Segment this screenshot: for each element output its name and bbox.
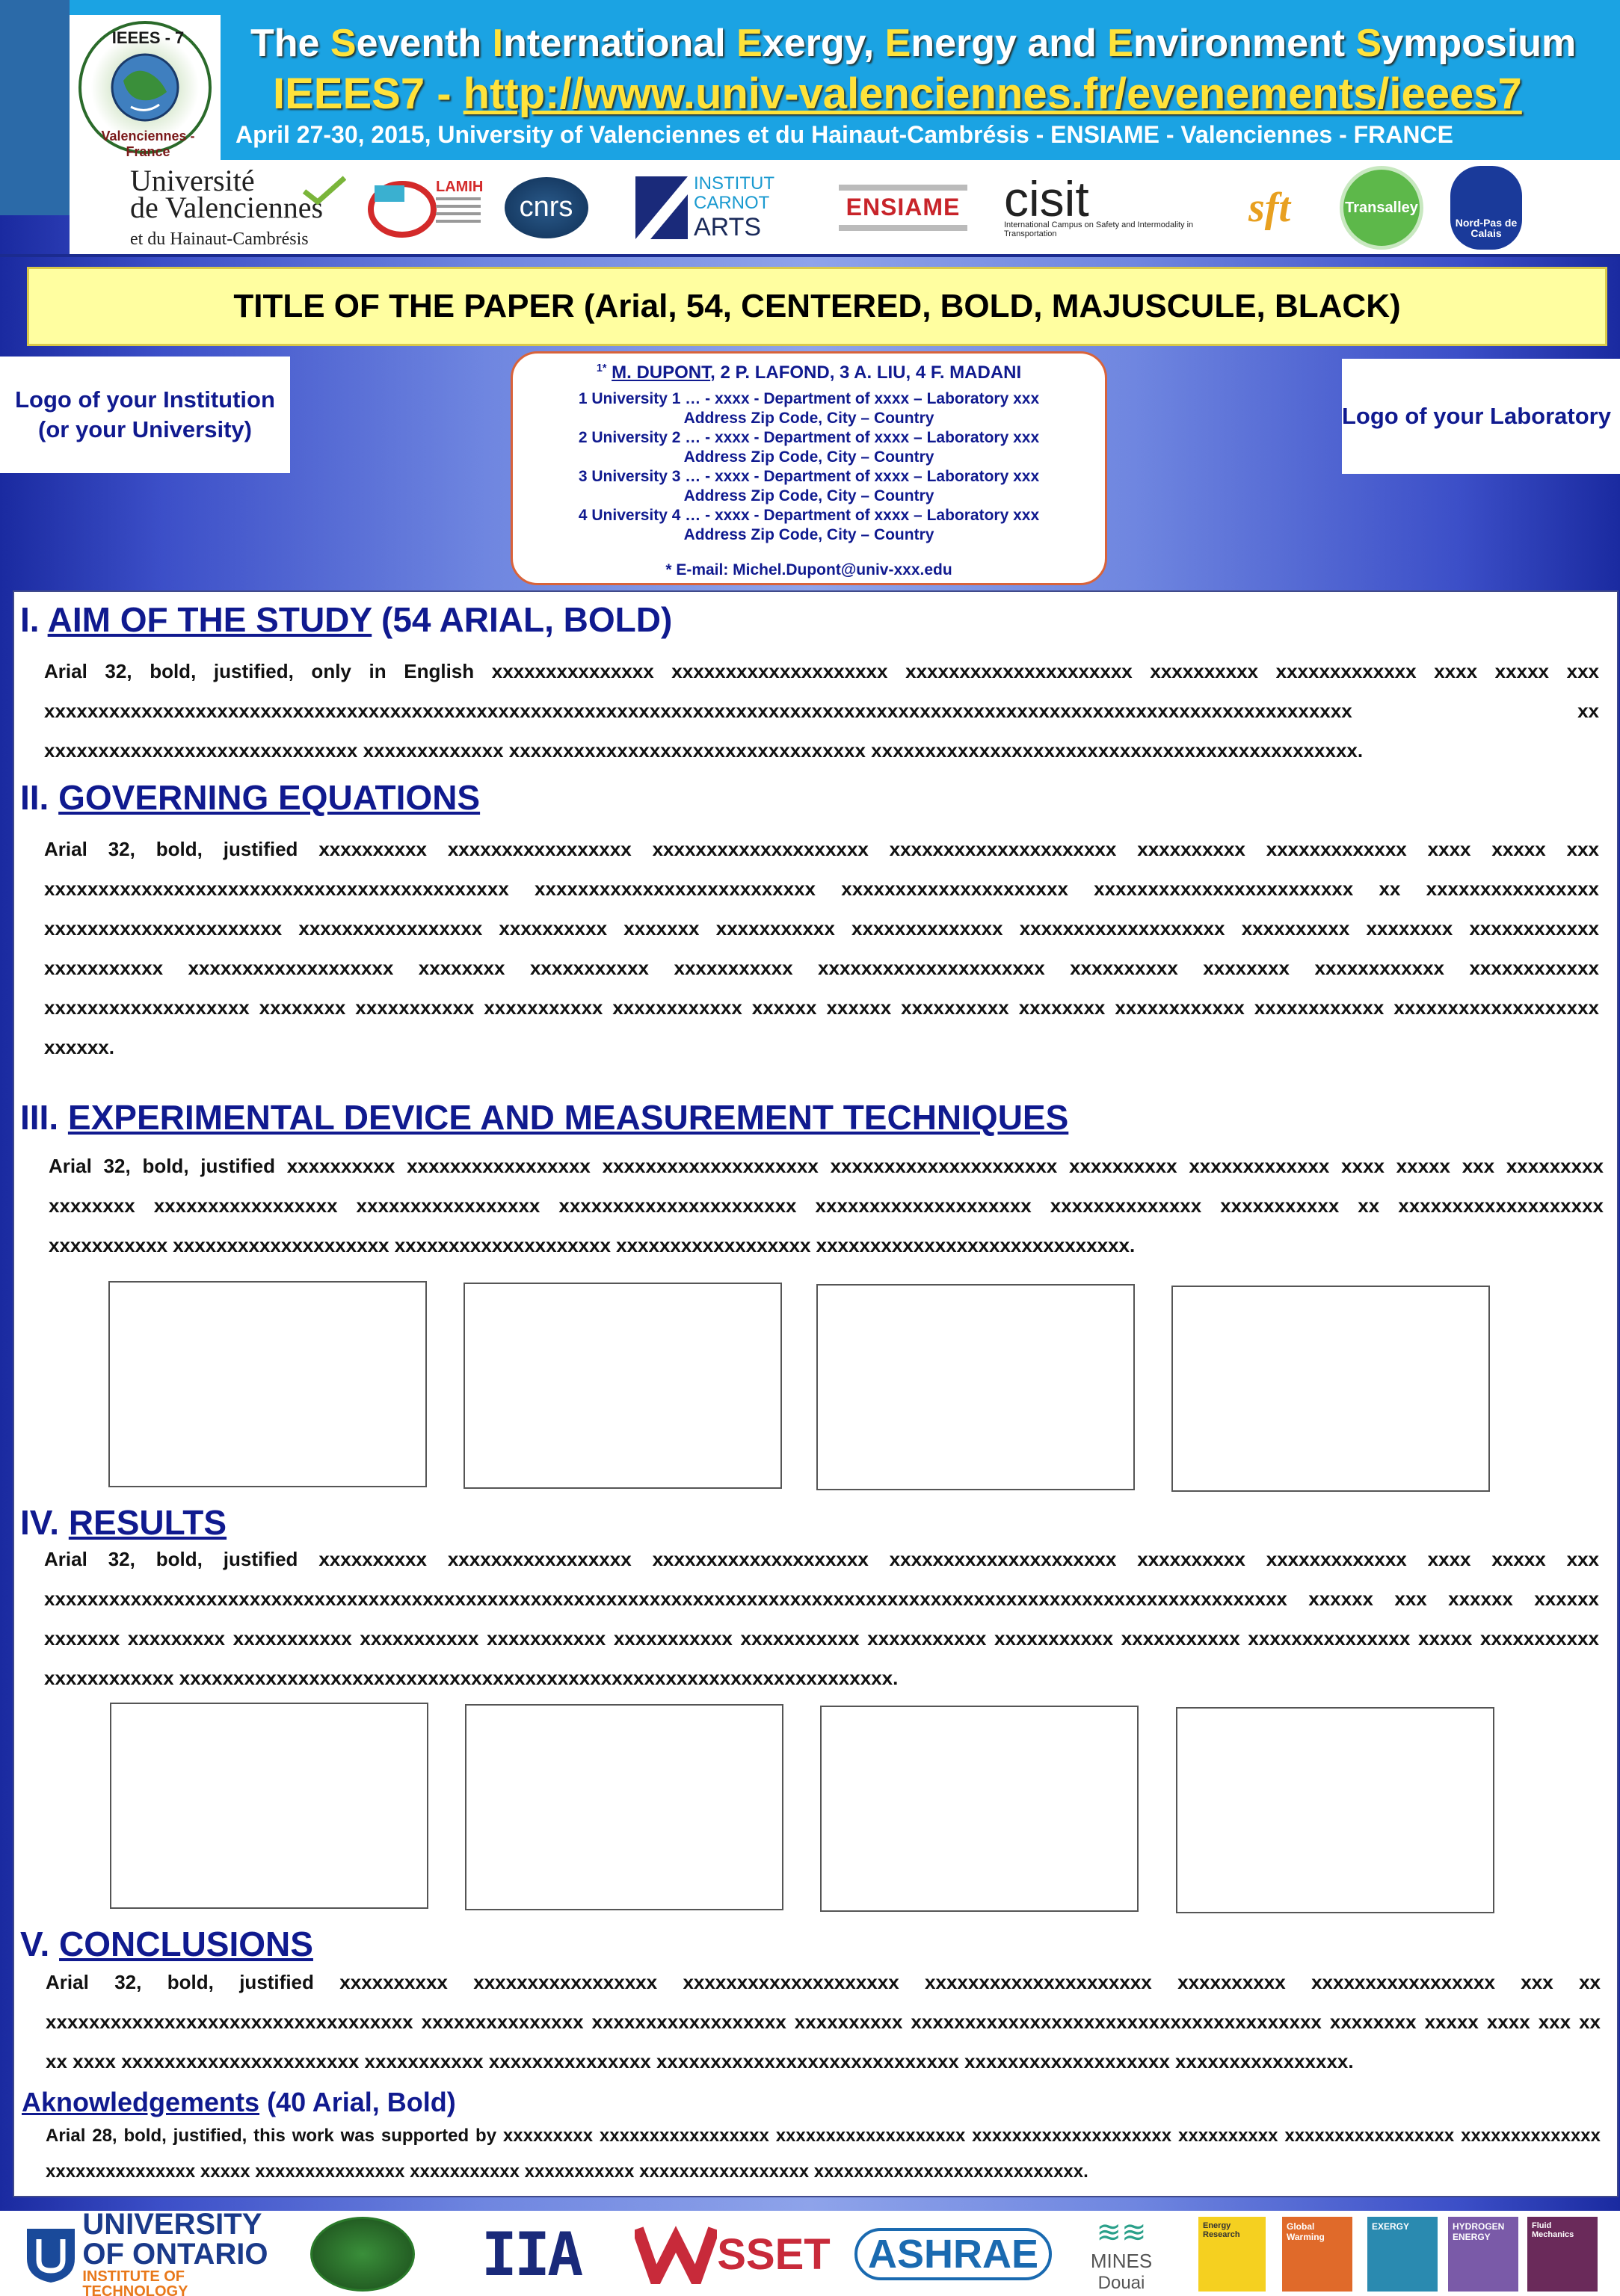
affiliation-2 [513, 428, 1105, 467]
section-title: EXPERIMENTAL DEVICE AND MEASUREMENT TECHNIQUES [67, 1098, 1069, 1137]
date-location-line: April 27-30, 2015, University of Valenciennes et du Hainaut-Cambrésis - ENSIAME - Valenciennes - FRANCE [235, 121, 1453, 148]
acronym: IEEES7 [273, 70, 425, 118]
affiliation-1-line1: 1 University 1 … - xxxx - Department of xxxx – Laboratory xxx [578, 390, 1040, 407]
section-aim-body: Arial 32, bold, justified, only in English xxxxxxxxxxxxxxx xxxxxxxxxxxxxxxxxxxx xxxxxxxxxxxxxxxxxxxxx xxxxxxxxxx xxxxxxxxxxxxx xxxx xxxxx xxx xxxxxxxxxxxxxxxxxxxxxxxxxxxxxxxxxxxxxxxxxxxxxxxxxxxxxxxxxxxxxxxxxxxxxxxxxxxxxxxxxxxxxxxxxxxxxxxxxxxxxxxxxxxxxxxxxxxxxxxxx xx xxxxxxxxxxxxxxxxxxxxxxxxxxxxx xxxxxxxxxxxxx xxxxxxxxxxxxxxxxxxxxxxxxxxxxxxxxx xxxxxxxxxxxxxxxxxxxxxxxxxxxxxxxxxxxxxxxxxxxxx. [44, 660, 1599, 762]
transalley-logo: Transalley [1333, 170, 1430, 245]
institution-logo-label: Logo of your Institution (or your University) [15, 386, 275, 442]
section-results-body: Arial 32, bold, justified xxxxxxxxxx xxxxxxxxxxxxxxxxx xxxxxxxxxxxxxxxxxxxx xxxxxxxxxxxxxxxxxxxxx xxxxxxxxxx xxxxxxxxxxxxx xxxx xxxxx xxx xxxxxxxxxxxxxxxxxxxxxxxxxxxxxxxxxxxxxxxxxxxxxxxxxxxxxxxxxxxxxxxxxxxxxxxxxxxxxxxxxxxxxxxxxxxxxxxxxxxxxxxxxxxxxxxxxxx xxxxxx xxx xxxxxx xxxxxx xxxxxxx xxxxxxxxx xxxxxxxxxxx xxxxxxxxxxx xxxxxxxxxxx xxxxxxxxxxx xxxxxxxxxxx xxxxxxxxxxx xxxxxxxxxxx xxxxxxxxxxx xxxxxxxxxxxxxxx xxxxx xxxxxxxxxxx xxxxxxxxxxxx xxxxxxxxxxxxxxxxxxxxxxxxxxxxxxxxxxxxxxxxxxxxxxxxxxxxxxxxxxxxxxxxxx. [44, 1548, 1599, 1689]
figure-placeholder [108, 1281, 427, 1487]
section-experimental-heading [20, 1097, 1068, 1138]
uoit-logo: UNIVERSITY OF ONTARIO INSTITUTE OF TECHNOLOGY [22, 2217, 284, 2292]
highlighted-initial: E [736, 22, 763, 65]
header-divider [0, 254, 1620, 257]
affiliation-2-line1: 2 University 2 … - xxxx - Department of xxxx – Laboratory xxx [578, 429, 1040, 446]
cnrs-logo: cnrs [499, 170, 593, 245]
figure-placeholder [816, 1284, 1135, 1490]
wsset-w-icon [635, 2224, 717, 2284]
figure-placeholder [820, 1706, 1139, 1912]
lamih-logo [361, 170, 488, 245]
title-fragment: nergy and [911, 22, 1108, 65]
lead-author: M. DUPONT [612, 362, 711, 383]
symposium-name [250, 21, 1576, 66]
contact-email[interactable]: * E-mail: Michel.Dupont@univ-xxx.edu [665, 561, 952, 578]
highlighted-initial: E [1107, 22, 1133, 65]
section-suffix: (54 ARIAL, BOLD) [372, 600, 673, 639]
conference-seal [78, 21, 212, 159]
affiliation-2-line2: Address Zip Code, City – Country [683, 448, 934, 466]
highlighted-initial: E [884, 22, 911, 65]
acknowledgements-suffix: (40 Arial, Bold) [259, 2087, 456, 2117]
section-results-heading [20, 1502, 227, 1543]
iia-logo: IIA [481, 2219, 581, 2289]
seal-bottom-text: Valenciennes - France [101, 129, 195, 159]
section-title: RESULTS [68, 1503, 227, 1542]
uoit-shield-icon [22, 2224, 76, 2284]
cisit-logo: cisit International Campus on Safety and Intermodality in Transportation [1004, 170, 1194, 238]
section-title: AIM OF THE STUDY [47, 600, 372, 639]
figure-placeholder [1171, 1286, 1490, 1492]
nord-pas-de-calais-logo: Nord-Pas de Calais [1445, 170, 1527, 245]
ashrae-logo: ASHRAE [867, 2217, 1039, 2292]
affiliation-4 [513, 506, 1105, 545]
acronym-url-line [273, 69, 1522, 119]
author-block [511, 351, 1107, 585]
journal-exergy: EXERGY [1365, 2217, 1440, 2292]
section-conclusions-body: Arial 32, bold, justified xxxxxxxxxx xxxxxxxxxxxxxxxxx xxxxxxxxxxxxxxxxxxxx xxxxxxxxxxxxxxxxxxxxx xxxxxxxxxx xxxxxxxxxxxxxxxxx xxx xx xxxxxxxxxxxxxxxxxxxxxxxxxxxxxxxxxx xxxxxxxxxxxxxxx xxxxxxxxxxxxxxxxxx xxxxxxxxxx xxxxxxxxxxxxxxxxxxxxxxxxxxxxxxxxxxxxxx xxxxxxxx xxxxx xxxx xxx xx xx xxxx xxxxxxxxxxxxxxxxxxxxxx xxxxxxxxxxx xxxxxxxxxxxxxxx xxxxxxxxxxxxxxxxxxxxxxxxxxxx xxxxxxxxxxxxxxxxxxx xxxxxxxxxxxxxxxx. [46, 1971, 1601, 2073]
figure-placeholder [110, 1703, 428, 1909]
highlighted-initial: I [492, 22, 504, 65]
journal-fluid-mechanics: Fluid Mechanics [1525, 2217, 1600, 2292]
laboratory-logo-placeholder [1342, 359, 1620, 474]
title-fragment: The [250, 22, 330, 65]
title-fragment: nvironment [1133, 22, 1356, 65]
affiliation-1-line2: Address Zip Code, City – Country [683, 410, 934, 427]
title-fragment: ymposium [1382, 22, 1577, 65]
figure-placeholder [463, 1283, 782, 1489]
section-title: GOVERNING EQUATIONS [58, 778, 481, 817]
section-equations-body: Arial 32, bold, justified xxxxxxxxxx xxxxxxxxxxxxxxxxx xxxxxxxxxxxxxxxxxxxx xxxxxxxxxxxxxxxxxxxxx xxxxxxxxxx xxxxxxxxxxxxx xxxx xxxxx xxx xxxxxxxxxxxxxxxxxxxxxxxxxxxxxxxxxxxxxxxxxxx xxxxxxxxxxxxxxxxxxxxxxxxxx xxxxxxxxxxxxxxxxxxxxx xxxxxxxxxxxxxxxxxxxxxxxx xx xxxxxxxxxxxxxxxx xxxxxxxxxxxxxxxxxxxxxx xxxxxxxxxxxxxxxxx xxxxxxxxxx xxxxxxx xxxxxxxxxxx xxxxxxxxxxxxxx xxxxxxxxxxxxxxxxxxx xxxxxxxxxx xxxxxxxx xxxxxxxxxxxx xxxxxxxxxxx xxxxxxxxxxxxxxxxxxx xxxxxxxx xxxxxxxxxxx xxxxxxxxxxx xxxxxxxxxxxxxxxxxxxxx xxxxxxxxxx xxxxxxxx xxxxxxxxxxxx xxxxxxxxxxxx xxxxxxxxxxxxxxxxxxx xxxxxxxx xxxxxxxxxxx xxxxxxxxxxx xxxxxxxxxxxx xxxxxx xxxxxx xxxxxxxxxx xxxxxxxx xxxxxxxxxxxx xxxxxxxxxxxx xxxxxxxxxxxxxxxxxxx xxxxxx. [44, 838, 1599, 1058]
wsset-logo: SSET [620, 2217, 845, 2292]
sft-logo: sft [1248, 184, 1290, 231]
affiliation-4-line1: 4 University 4 … - xxxx - Department of xxxx – Laboratory xxx [578, 507, 1040, 524]
section-aim-heading [20, 599, 672, 640]
section-number: IV. [20, 1503, 69, 1542]
conference-logo [70, 15, 221, 160]
author-list [513, 362, 1105, 383]
affiliation-3-line2: Address Zip Code, City – Country [683, 487, 934, 504]
co-authors: , 2 P. LAFOND, 3 A. LIU, 4 F. MADANI [710, 362, 1022, 383]
ensiame-logo: ENSIAME [832, 170, 974, 245]
checkmark-icon [301, 175, 346, 205]
figure-placeholder [1176, 1707, 1494, 1913]
poster-body [13, 590, 1619, 2197]
lead-author-marker: 1* [596, 362, 607, 374]
seal-top-text: IEEES - 7 [111, 28, 185, 47]
institution-logo-placeholder [0, 357, 290, 473]
paper-title: TITLE OF THE PAPER (Arial, 54, CENTERED, BOLD, MAJUSCULE, BLACK) [27, 267, 1607, 346]
globe-logo [307, 2217, 419, 2292]
affiliation-3-line1: 3 University 3 … - xxxx - Department of xxxx – Laboratory xxx [578, 468, 1040, 485]
section-number: I. [20, 600, 48, 639]
svg-text:LAMIH: LAMIH [436, 179, 484, 195]
acknowledgements-title: Aknowledgements [22, 2087, 260, 2117]
footer-logo-strip [0, 2208, 1620, 2296]
section-number: II. [20, 778, 59, 817]
section-equations-heading [20, 777, 480, 818]
sponsor-strip [70, 160, 1620, 254]
journal-hydrogen-energy: HYDROGEN ENERGY [1446, 2217, 1521, 2292]
highlighted-initial: S [330, 22, 357, 65]
univ-valenciennes-logo: Université de Valenciennes et du Hainaut-Cambrésis [114, 170, 339, 245]
journal-global-warming: Global Warming [1280, 2217, 1355, 2292]
section-number: V. [20, 1925, 60, 1963]
section-number: III. [20, 1098, 68, 1137]
title-fragment: eventh [356, 22, 493, 65]
figure-placeholder [465, 1704, 783, 1910]
conference-url-link[interactable]: http://www.univ-valenciennes.fr/evenements/ieees7 [463, 70, 1522, 118]
journal-energy-research: Energy Research [1196, 2217, 1268, 2292]
lamih-emblem-icon [361, 170, 488, 245]
acknowledgements-heading [22, 2087, 456, 2118]
acknowledgements-body: Arial 28, bold, justified, this work was supported by xxxxxxxxx xxxxxxxxxxxxxxxxx xxxxxxxxxxxxxxxxxxx xxxxxxxxxxxxxxxxxxxx xxxxxxxxxx xxxxxxxxxxxxxxxxx xxxxxxxxxxxxxx xxxxxxxxxxxxxxx xxxxx xxxxxxxxxxxxxxx xxxxxxxxxxx xxxxxxxxxxx xxxxxxxxxxxxxxxxx xxxxxxxxxxxxxxxxxxxxxxxxxxx. [46, 2126, 1601, 2182]
highlighted-initial: S [1355, 22, 1382, 65]
acronym-dash: - [425, 70, 463, 118]
laboratory-logo-label: Logo of your Laboratory [1342, 403, 1611, 429]
affiliation-4-line2: Address Zip Code, City – Country [683, 526, 934, 543]
section-conclusions-heading [20, 1924, 313, 1964]
carnot-emblem-icon [635, 176, 688, 239]
title-fragment: xergy, [762, 22, 885, 65]
section-experimental-body: Arial 32, bold, justified xxxxxxxxxx xxxxxxxxxxxxxxxxx xxxxxxxxxxxxxxxxxxxx xxxxxxxxxxxxxxxxxxxxx xxxxxxxxxx xxxxxxxxxxxxx xxxx xxxxx xxx xxxxxxxxx xxxxxxxx xxxxxxxxxxxxxxxxx xxxxxxxxxxxxxxxxx xxxxxxxxxxxxxxxxxxxxxx xxxxxxxxxxxxxxxxxxxx xxxxxxxxxxxxxx xxxxxxxxxxx xx xxxxxxxxxxxxxxxxxxx xxxxxxxxxxx xxxxxxxxxxxxxxxxxxxx xxxxxxxxxxxxxxxxxxxx xxxxxxxxxxxxxxxxxx xxxxxxxxxxxxxxxxxxxxxxxxxxxxx. [49, 1155, 1604, 1256]
affiliation-1 [513, 389, 1105, 428]
affiliation-3 [513, 467, 1105, 506]
header-corner-block [0, 0, 70, 215]
mines-douai-logo: ≋≋ MINES Douai [1090, 2215, 1153, 2293]
institut-carnot-arts-logo: INSTITUT CARNOT ARTS [615, 170, 795, 245]
title-fragment: nternational [503, 22, 737, 65]
section-title: CONCLUSIONS [59, 1925, 313, 1963]
